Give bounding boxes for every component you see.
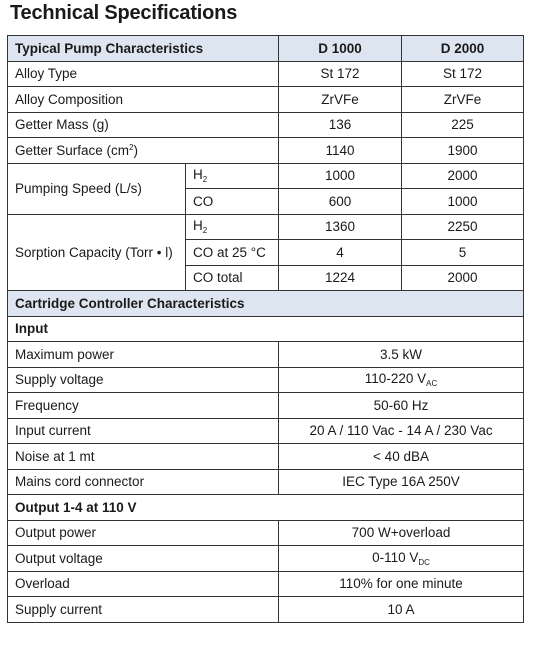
cell-d1000: 1224 xyxy=(279,265,402,291)
table-row xyxy=(8,597,524,623)
input-section-row xyxy=(8,316,524,342)
table-row xyxy=(8,571,524,597)
input-section-label: Input xyxy=(8,316,524,342)
output-section-label: Output 1-4 at 110 V xyxy=(8,495,524,521)
controller-header-row xyxy=(8,291,524,317)
col-d1000-header: D 1000 xyxy=(279,36,402,62)
table-row xyxy=(8,520,524,546)
pump-header-label: Typical Pump Characteristics xyxy=(8,36,279,62)
table-row xyxy=(8,163,524,189)
cell-d2000: 2000 xyxy=(402,265,524,291)
row-label: Maximum power xyxy=(8,342,279,368)
row-label: Supply current xyxy=(8,597,279,623)
cell-d2000: 2000 xyxy=(402,163,524,189)
row-label: Output power xyxy=(8,520,279,546)
cell-value: 50-60 Hz xyxy=(279,393,524,419)
row-label: Frequency xyxy=(8,393,279,419)
gas-label-co-25: CO at 25 °C xyxy=(186,240,279,266)
table-row xyxy=(8,418,524,444)
cell-d2000: 1900 xyxy=(402,138,524,164)
row-label: Alloy Type xyxy=(8,61,279,87)
table-row xyxy=(8,546,524,572)
table-row xyxy=(8,469,524,495)
row-label-sorption-capacity: Sorption Capacity (Torr • l) xyxy=(8,214,186,291)
row-label-getter-surface xyxy=(8,138,279,164)
table-row xyxy=(8,393,524,419)
cell-d2000: 1000 xyxy=(402,189,524,215)
col-d2000-header: D 2000 xyxy=(402,36,524,62)
cell-d1000: 1140 xyxy=(279,138,402,164)
gas-symbol: H xyxy=(193,167,203,183)
cell-d1000: 1360 xyxy=(279,214,402,240)
cell-d2000: 5 xyxy=(402,240,524,266)
cell-d2000: 2250 xyxy=(402,214,524,240)
spec-table xyxy=(7,35,524,623)
cell-value: 110% for one minute xyxy=(279,571,524,597)
row-label: Mains cord connector xyxy=(8,469,279,495)
cell-value: < 40 dBA xyxy=(279,444,524,470)
subscript: AC xyxy=(426,379,438,389)
table-row xyxy=(8,87,524,113)
table-row xyxy=(8,444,524,470)
cell-d2000: 225 xyxy=(402,112,524,138)
cell-value: 3.5 kW xyxy=(279,342,524,368)
cell-value xyxy=(279,546,524,572)
cell-value xyxy=(279,367,524,393)
row-label: Noise at 1 mt xyxy=(8,444,279,470)
gas-label-h2 xyxy=(186,163,279,189)
cell-d2000: St 172 xyxy=(402,61,524,87)
row-label: Alloy Composition xyxy=(8,87,279,113)
getter-surface-text: Getter Surface (cm xyxy=(15,142,130,158)
page-title: Technical Specifications xyxy=(10,2,238,24)
row-label-pumping-speed: Pumping Speed (L/s) xyxy=(8,163,186,214)
row-label: Supply voltage xyxy=(8,367,279,393)
gas-symbol: H xyxy=(193,218,203,234)
table-row xyxy=(8,342,524,368)
gas-label-co-total: CO total xyxy=(186,265,279,291)
cell-d1000: ZrVFe xyxy=(279,87,402,113)
gas-label-h2 xyxy=(186,214,279,240)
cell-d1000: 1000 xyxy=(279,163,402,189)
cell-value: IEC Type 16A 250V xyxy=(279,469,524,495)
getter-surface-tail: ) xyxy=(133,142,138,158)
cell-value: 10 A xyxy=(279,597,524,623)
table-row xyxy=(8,61,524,87)
cell-d1000: 136 xyxy=(279,112,402,138)
cell-value: 700 W+overload xyxy=(279,520,524,546)
table-row xyxy=(8,214,524,240)
table-row xyxy=(8,112,524,138)
row-label: Overload xyxy=(8,571,279,597)
row-label: Input current xyxy=(8,418,279,444)
cell-d1000: St 172 xyxy=(279,61,402,87)
subscript: 2 xyxy=(202,226,208,236)
cell-value: 20 A / 110 Vac - 14 A / 230 Vac xyxy=(279,418,524,444)
cell-d2000: ZrVFe xyxy=(402,87,524,113)
row-label: Getter Mass (g) xyxy=(8,112,279,138)
superscript: 2 xyxy=(129,142,134,152)
value-text: 110-220 V xyxy=(364,371,427,387)
cell-d1000: 4 xyxy=(279,240,402,266)
subscript: 2 xyxy=(202,175,208,185)
pump-header-row xyxy=(8,36,524,62)
subscript: DC xyxy=(418,557,430,567)
table-row xyxy=(8,138,524,164)
row-label: Output voltage xyxy=(8,546,279,572)
table-row xyxy=(8,367,524,393)
output-section-row xyxy=(8,495,524,521)
cell-d1000: 600 xyxy=(279,189,402,215)
controller-header-label: Cartridge Controller Characteristics xyxy=(8,291,524,317)
gas-label-co: CO xyxy=(186,189,279,215)
value-text: 0-110 V xyxy=(372,549,419,565)
